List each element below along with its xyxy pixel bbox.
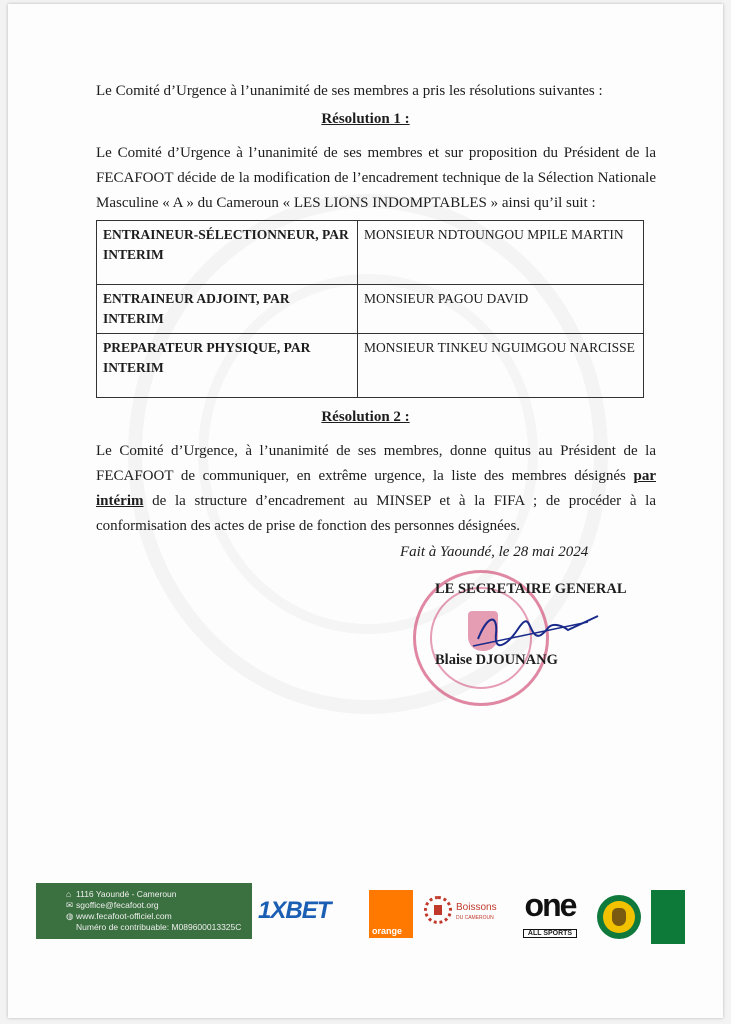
staff-role: PREPARATEUR PHYSIQUE, PAR INTERIM <box>97 334 358 398</box>
staff-table <box>96 220 644 398</box>
mail-icon: ✉ <box>66 900 74 910</box>
staff-name: MONSIEUR PAGOU DAVID <box>358 285 644 334</box>
1xbet-logo: 1XBET <box>258 897 331 924</box>
table-row <box>97 285 644 334</box>
staff-role: ENTRAINEUR ADJOINT, PAR INTERIM <box>97 285 358 334</box>
lion-emblem-icon <box>597 895 641 939</box>
footer-address: ⌂ 1116 Yaoundé - Cameroun <box>66 889 177 899</box>
staff-name: MONSIEUR NDTOUNGOU MPILE MARTIN <box>358 221 644 285</box>
green-stripe <box>651 890 685 944</box>
footer-email: ✉ sgoffice@fecafoot.org <box>66 900 159 910</box>
table-row <box>97 221 644 285</box>
handwritten-signature <box>468 604 608 654</box>
footer-website: ◍ www.fecafoot-officiel.com <box>66 911 172 921</box>
intro-text: Le Comité d’Urgence à l’unanimité de ses membres a pris les résolutions suivantes : <box>96 83 603 99</box>
orange-logo: orange <box>369 890 413 938</box>
place-date: Fait à Yaoundé, le 28 mai 2024 <box>400 544 589 560</box>
resolution-2-text <box>96 439 656 539</box>
boissons-logo: Boissons DU CAMEROUN <box>424 894 506 934</box>
one-all-sports-logo: one ALL SPORTS <box>524 887 576 937</box>
staff-name: MONSIEUR TINKEU NGUIMGOU NARCISSE <box>358 334 644 398</box>
document-page <box>8 4 723 1018</box>
resolution-1-text: Le Comité d’Urgence à l’unanimité de ses membres et sur proposition du Président de la FECAFOOT décide de la modification de l’encadrement technique de la Sélection Nationale Masculine « A » du Cameroun « LES LIONS INDOMPTABLES » ainsi qu’il suit : <box>96 145 656 211</box>
footer-contact-box <box>36 883 252 939</box>
gear-icon <box>424 896 452 924</box>
home-icon: ⌂ <box>66 889 72 899</box>
signatory-title: LE SECRETAIRE GENERAL <box>435 581 627 597</box>
resolution-2-text-after: de la structure d’encadrement au MINSEP et à la FIFA ; de procéder à la conformisation des actes de prise de fonction des personnes désignées. <box>96 493 656 534</box>
signatory-name: Blaise DJOUNANG <box>435 652 558 668</box>
footer-taxpayer: Numéro de contribuable: M089600013325C <box>76 922 242 932</box>
resolution-2-text-before: Le Comité d’Urgence, à l’unanimité de ses membres, donne quitus au Président de la FECAFOOT de communiquer, en extrême urgence, la liste des membres désignés <box>96 443 656 484</box>
resolution-2-heading: Résolution 2 : <box>321 409 410 425</box>
globe-icon: ◍ <box>66 911 74 921</box>
resolution-2-emphasis: par intérim <box>96 468 656 509</box>
staff-role: ENTRAINEUR-SÉLECTIONNEUR, PAR INTERIM <box>97 221 358 285</box>
resolution-1-heading: Résolution 1 : <box>321 111 410 127</box>
table-row <box>97 334 644 398</box>
